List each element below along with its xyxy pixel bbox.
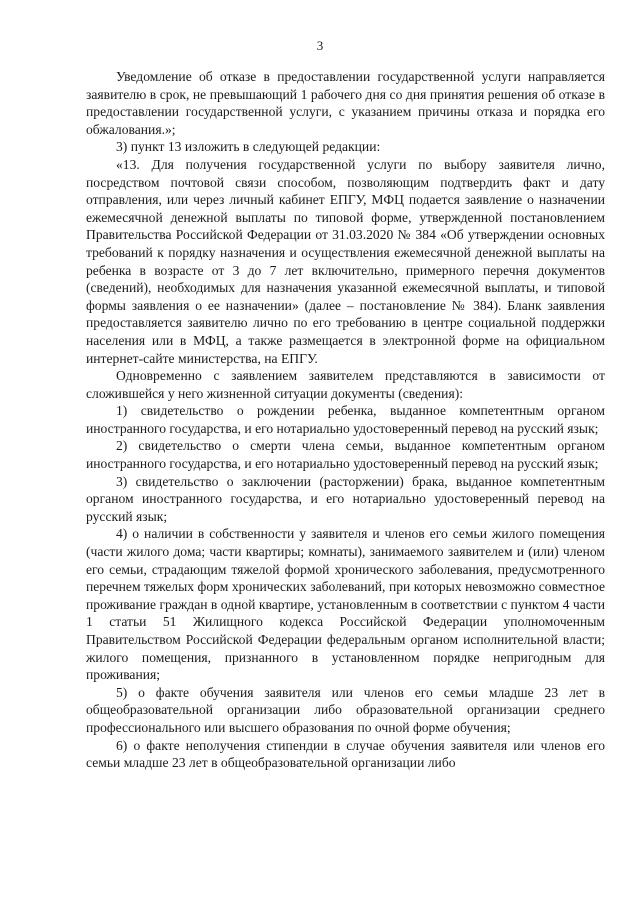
document-body: [86, 68, 605, 772]
list-item-4-housing: 4) о наличии в собственности у заявителя и членов его семьи жилого помещения (части жилого дома; части квартиры; комнаты), занимаемого заявителем и (или) членом его семьи, страдающим тяжелой формой хронического заболевания, предусмотренного перечнем тяжелых форм хронических заболеваний, при которых невозможно совместное проживание граждан в одной квартире, установленным в соответствии с пунктом 4 части 1 статьи 51 Жилищного кодекса Российской Федерации уполномоченным Правительством Российской Федерации федеральным органом исполнительной власти; жилого помещения, признанного в установленном порядке непригодным для проживания;: [86, 526, 605, 683]
list-item-2-death-certificate: 2) свидетельство о смерти члена семьи, выданное компетентным органом иностранного государства, и его нотариально удостоверенный перевод на русский язык;: [86, 438, 605, 472]
paragraph-clause-13: «13. Для получения государственной услуги по выбору заявителя лично, посредством почтовой связи способом, позволяющим подтвердить факт и дату отправления, или через личный кабинет ЕПГУ, МФЦ подается заявление о назначении ежемесячной денежной выплаты по типовой форме, утвержденной постановлением Правительства Российской Федерации от 31.03.2020 № 384 «Об утверждении основных требований к порядку назначения и осуществления ежемесячной денежной выплаты на ребенка в возрасте от 3 до 7 лет включительно, примерного перечня документов (сведений), необходимых для назначения указанной ежемесячной выплаты, и типовой формы заявления о ее назначении» (далее – постановление № 384). Бланк заявления предоставляется заявителю лично по его требованию в центре социальной поддержки населения или в МФЦ, а также размещается в электронной форме на официальном интернет-сайте министерства, на ЕПГУ.: [86, 156, 605, 366]
paragraph-item-3-intro: 3) пункт 13 изложить в следующей редакции:: [116, 139, 381, 155]
paragraph-documents-intro: Одновременно с заявлением заявителем представляются в зависимости от сложившейся у него жизненной ситуации документы (сведения):: [86, 368, 605, 401]
list-item-6-stipend: 6) о факте неполучения стипендии в случае обучения заявителя или членов его семьи младше 23 лет в общеобразовательной организации либо: [86, 737, 605, 771]
list-item-3-marriage-certificate: 3) свидетельство о заключении (расторжении) брака, выданное компетентным органом иностранного государства, и его нотариально удостоверенный перевод на русский язык;: [86, 473, 605, 524]
list-item-5-education: 5) о факте обучения заявителя или членов его семьи младше 23 лет в общеобразовательной организации либо образовательной организации среднего профессионального или высшего образования по очной форме обучения;: [86, 684, 605, 735]
paragraph-refusal-notice: Уведомление об отказе в предоставлении государственной услуги направляется заявителю в срок, не превышающий 1 рабочего дня со дня принятия решения об отказе в предоставлении государственной услуги, с указанием причины отказа и порядка его обжалования.»;: [86, 69, 605, 137]
page-number: 3: [316, 38, 324, 53]
list-item-1-birth-certificate: 1) свидетельство о рождении ребенка, выданное компетентным органом иностранного государства, и его нотариально удостоверенный перевод на русский язык;: [86, 403, 605, 436]
